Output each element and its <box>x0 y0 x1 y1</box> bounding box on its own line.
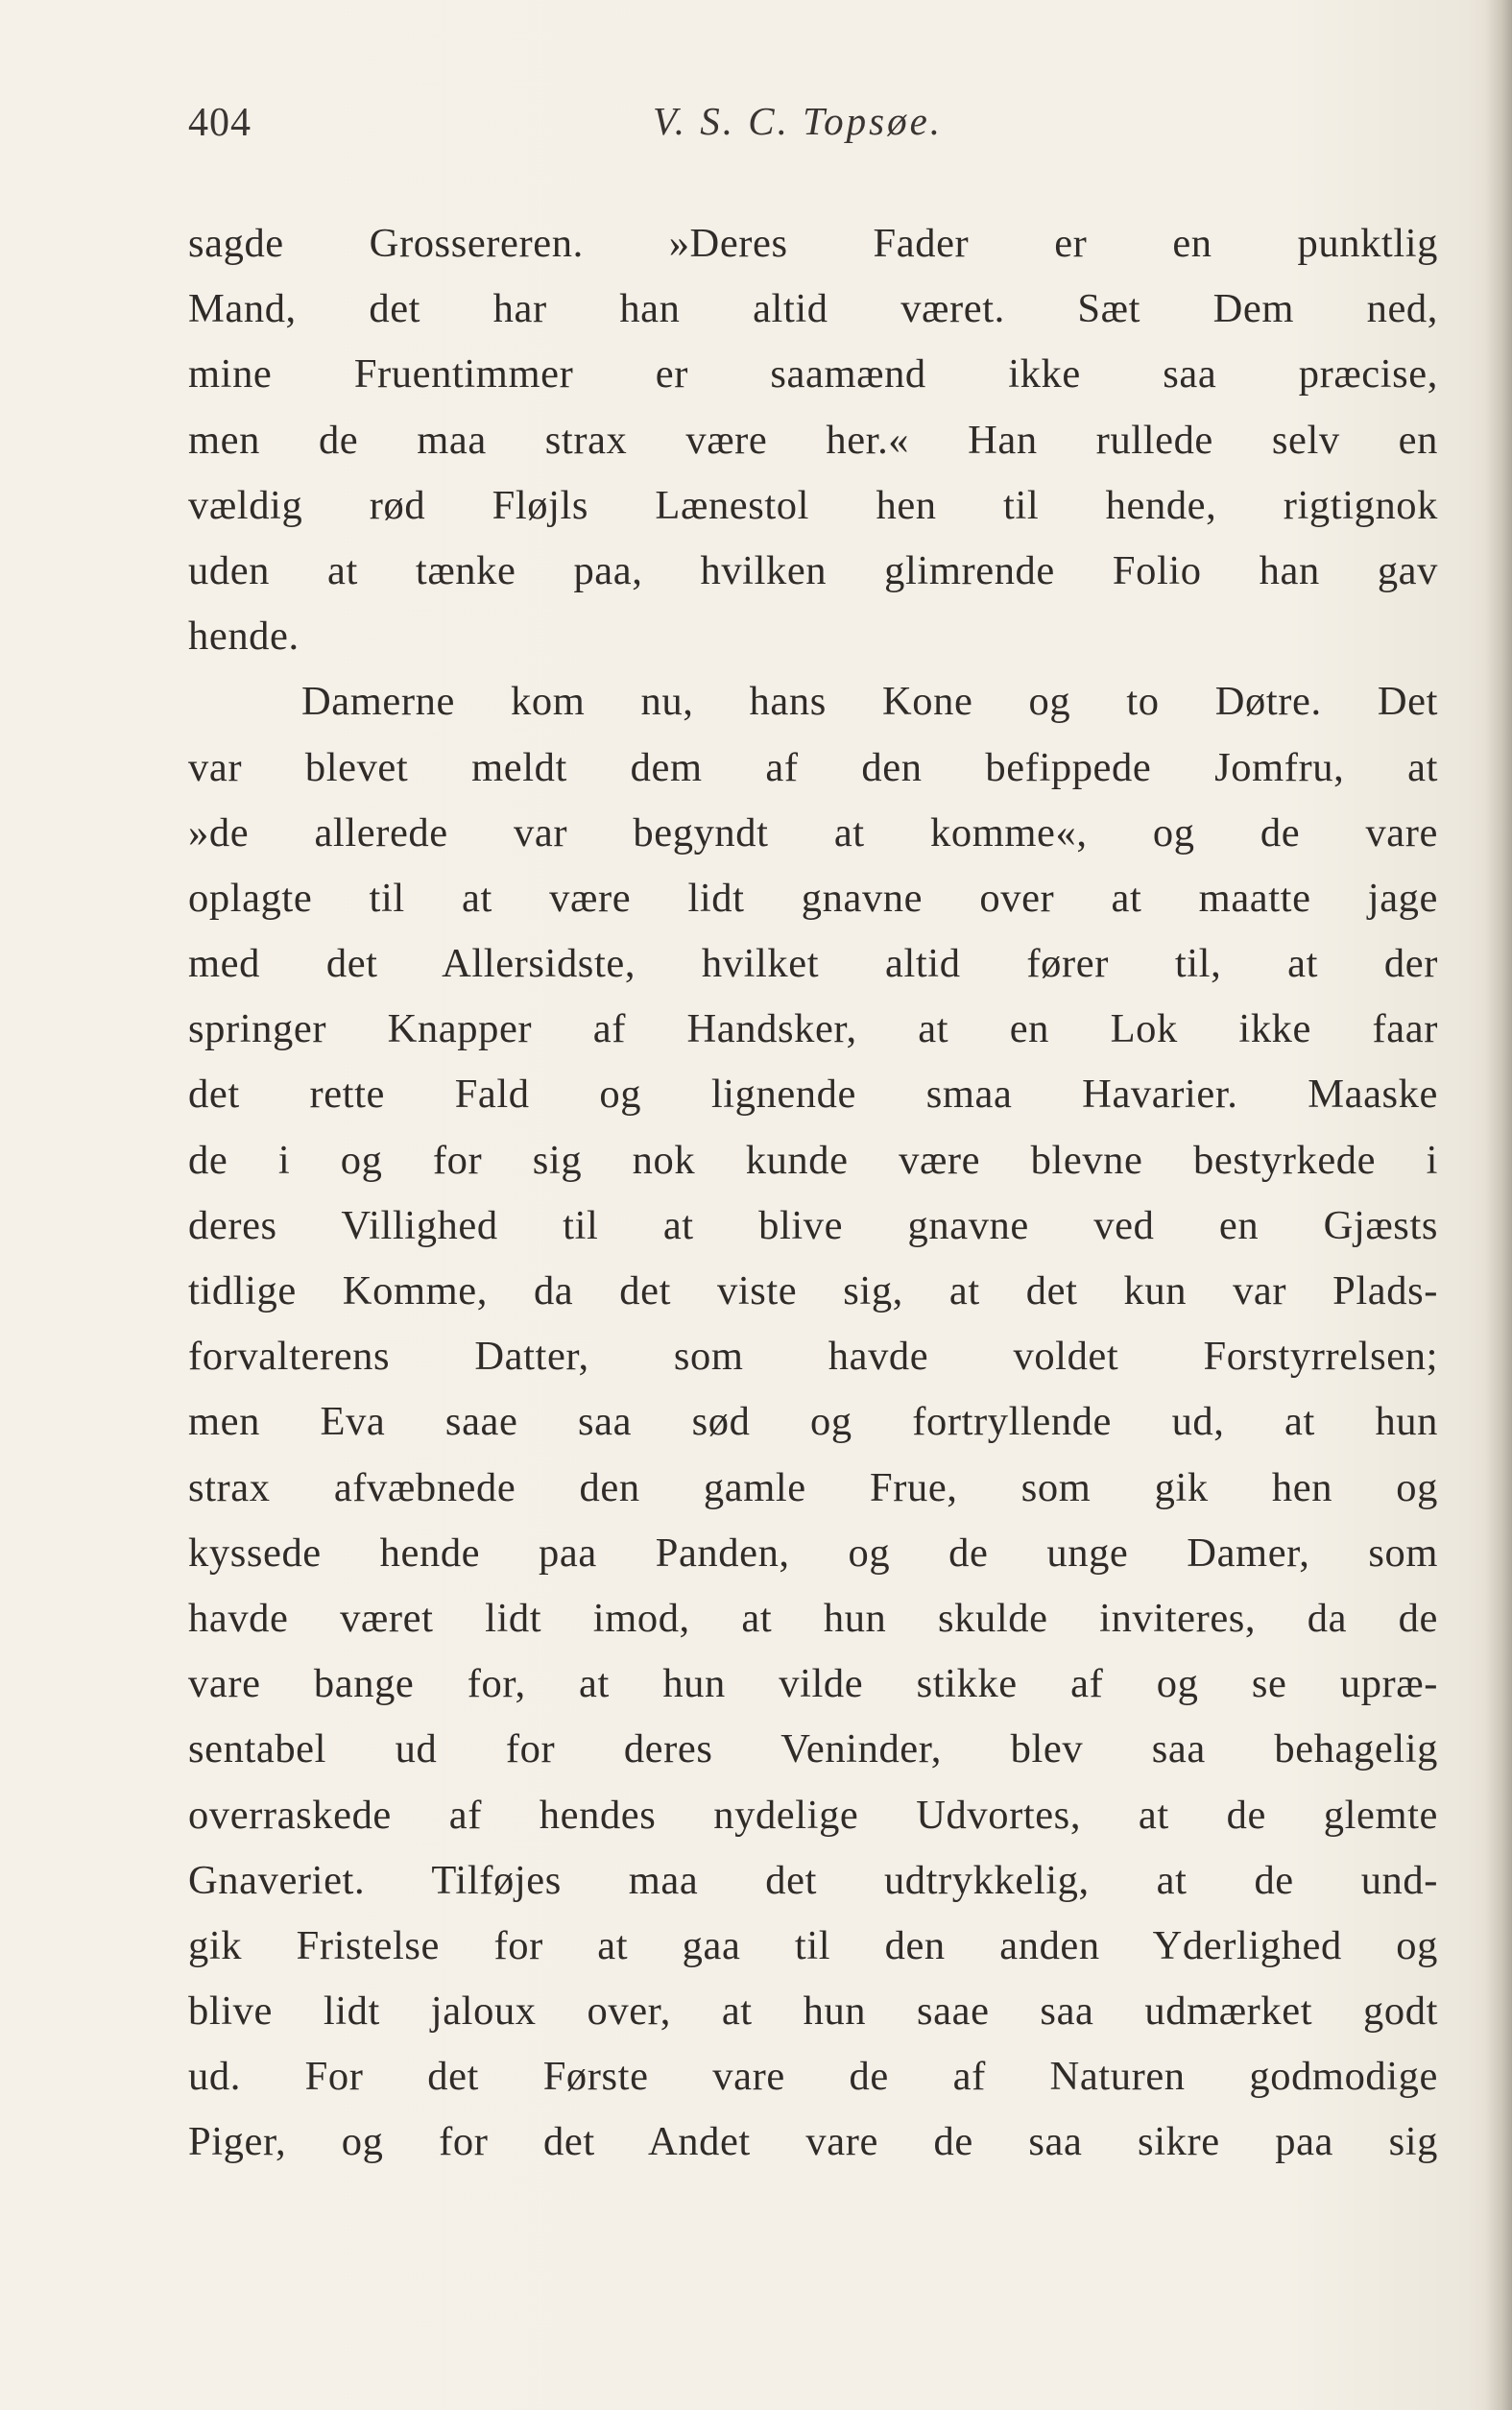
text-line: Damerne kom nu, hans Kone og to Døtre. Det <box>301 679 1438 725</box>
text-line: »de allerede var begyndt at komme«, og de vare <box>188 809 1438 856</box>
text-line: kyssede hende paa Panden, og de unge Damer, som <box>188 1530 1438 1576</box>
page-number: 404 <box>188 101 252 145</box>
text-line: sagde Grossereren. »Deres Fader er en punktlig <box>188 221 1438 266</box>
text-line: men Eva saae saa sød og fortryllende ud, at hun <box>188 1399 1438 1445</box>
text-line: vældig rød Fløjls Lænestol hen til hende, rigtignok <box>188 482 1438 528</box>
text-line: de i og for sig nok kunde være blevne bestyrkede i <box>188 1137 1438 1183</box>
text-line: Piger, og for det Andet vare de saa sikre paa sig <box>188 2119 1438 2165</box>
text-line: blive lidt jaloux over, at hun saae saa udmærket godt <box>188 1988 1438 2035</box>
body-text <box>188 211 1438 2176</box>
text-line: det rette Fald og lignende smaa Havarier. Maaske <box>188 1072 1438 1118</box>
text-line: ud. For det Første vare de af Naturen godmodige <box>188 2054 1438 2100</box>
text-line: med det Allersidste, hvilket altid fører til, at der <box>188 941 1438 987</box>
running-head <box>188 96 1436 154</box>
text-line: uden at tænke paa, hvilken glimrende Folio han gav <box>188 547 1438 593</box>
text-line: Mand, det har han altid været. Sæt Dem ned, <box>188 286 1438 332</box>
text-line: deres Villighed til at blive gnavne ved en Gjæsts <box>188 1202 1438 1248</box>
text-line: forvalterens Datter, som havde voldet Forstyrrelsen; <box>188 1334 1438 1380</box>
running-title: V. S. C. Topsøe. <box>653 99 944 143</box>
text-line: springer Knapper af Handsker, at en Lok ikke faar <box>188 1006 1438 1052</box>
text-line: gik Fristelse for at gaa til den anden Yderlighed og <box>188 1922 1438 1968</box>
text-line: strax afvæbnede den gamle Frue, som gik hen og <box>188 1464 1438 1510</box>
text-line: hende. <box>188 614 300 660</box>
text-line: Gnaveriet. Tilføjes maa det udtrykkelig, at de und- <box>188 1857 1438 1903</box>
text-line: tidlige Komme, da det viste sig, at det kun var Plads- <box>188 1268 1438 1313</box>
text-line: sentabel ud for deres Veninder, blev saa behagelig <box>188 1726 1438 1772</box>
text-line: overraskede af hendes nydelige Udvortes, at de glemte <box>188 1792 1438 1838</box>
text-line: havde været lidt imod, at hun skulde inviteres, da de <box>188 1595 1438 1641</box>
text-line: men de maa strax være her.« Han rullede selv en <box>188 417 1438 463</box>
text-line: mine Fruentimmer er saamænd ikke saa præcise, <box>188 351 1438 398</box>
text-line: var blevet meldt dem af den befippede Jomfru, at <box>188 744 1438 790</box>
text-line: oplagte til at være lidt gnavne over at maatte jage <box>188 875 1438 921</box>
page-edge-shadow <box>1485 0 1512 2410</box>
text-line: vare bange for, at hun vilde stikke af og se upræ- <box>188 1661 1438 1707</box>
